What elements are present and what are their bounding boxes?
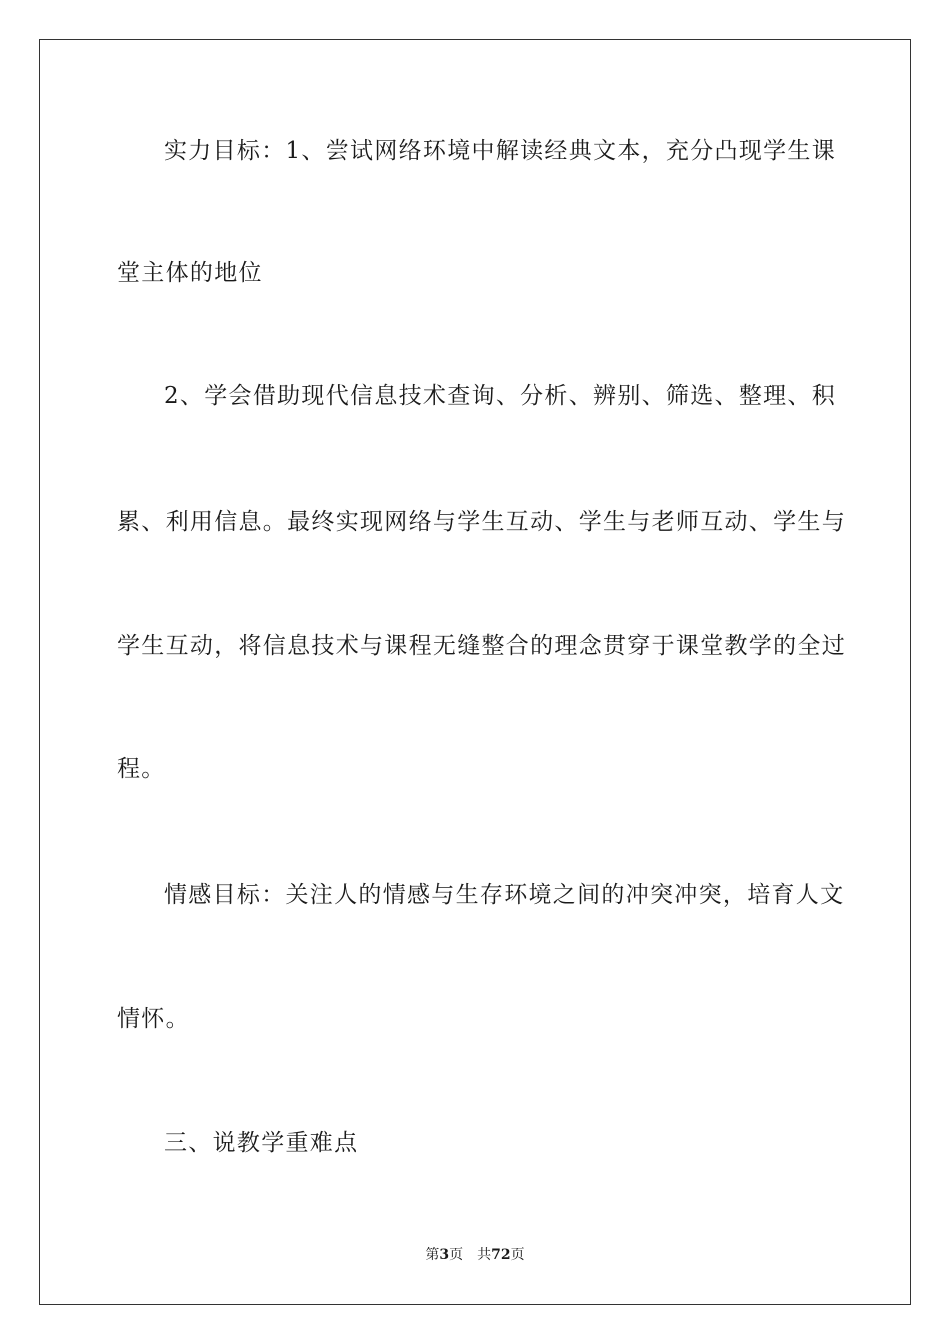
page-footer: [0, 1244, 950, 1264]
paragraph-line-3: 2、学会借助现代信息技术查询、分析、辨别、筛选、整理、积: [164, 383, 837, 409]
paragraph-line-6: 程。: [117, 756, 166, 782]
paragraph-line-2: 堂主体的地位: [117, 260, 263, 286]
paragraph-line-5: 学生互动，将信息技术与课程无缝整合的理念贯穿于课堂教学的全过: [117, 633, 846, 659]
section-heading: 三、说教学重难点: [164, 1130, 359, 1156]
footer-page-suffix: 页: [449, 1247, 464, 1263]
page-frame: [39, 39, 911, 1305]
paragraph-line-7: 情感目标：关注人的情感与生存环境之间的冲突冲突，培育人文: [164, 882, 845, 908]
footer-total-prefix: 共: [477, 1247, 492, 1263]
paragraph-line-8: 情怀。: [117, 1006, 190, 1032]
paragraph-line-4: 累、利用信息。最终实现网络与学生互动、学生与老师互动、学生与: [117, 509, 846, 535]
footer-page-prefix: 第: [425, 1247, 440, 1263]
paragraph-line-1: 实力目标：1、尝试网络环境中解读经典文本，充分凸现学生课: [164, 138, 837, 164]
footer-total-pages: 72: [491, 1247, 511, 1263]
footer-page-number: 3: [439, 1247, 450, 1263]
footer-total-suffix: 页: [510, 1247, 525, 1263]
